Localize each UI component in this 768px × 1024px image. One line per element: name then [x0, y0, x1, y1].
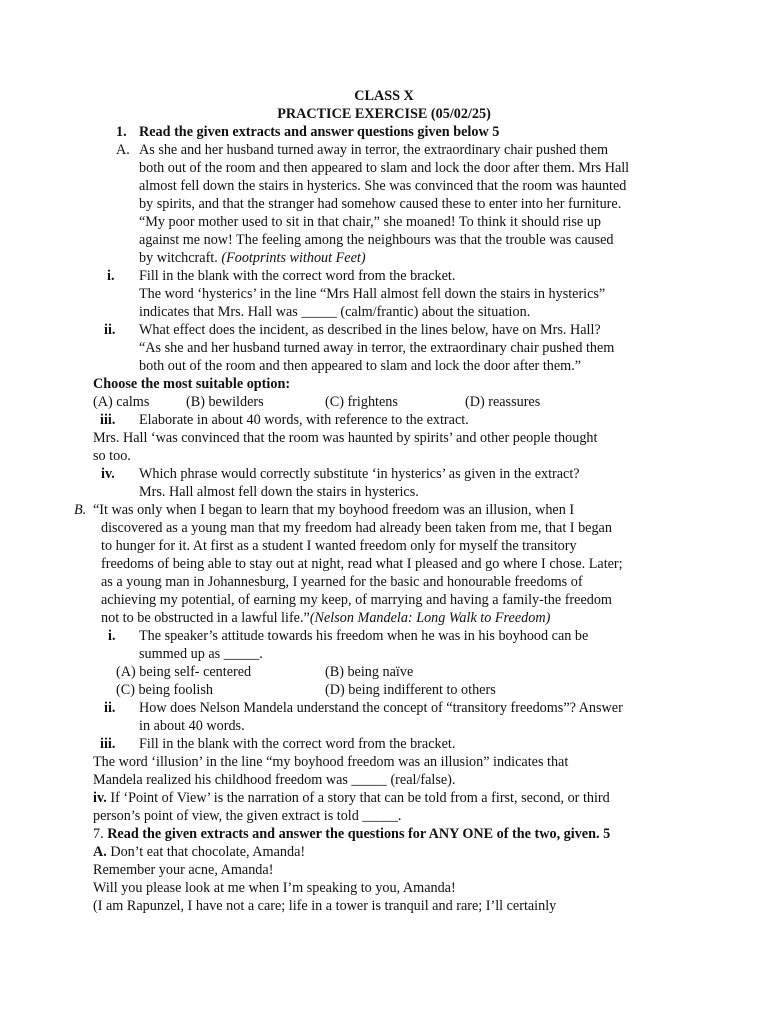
option-d: (D) being indifferent to others — [325, 682, 496, 698]
q1-a-i-text: The word ‘hysterics’ in the line “Mrs Hall almost fell down the stairs in hysterics” — [139, 286, 606, 302]
q7-a-text: Don’t eat that chocolate, Amanda! — [106, 844, 306, 860]
q1-a-iv-text: Which phrase would correctly substitute ‘in hysterics’ as given in the extract? — [139, 466, 580, 482]
q7-number: 7. — [93, 826, 104, 842]
q1-b-ii-number: ii. — [104, 700, 116, 716]
q7-a-line: Will you please look at me when I’m speaking to you, Amanda! — [93, 880, 456, 896]
q1-a-i-text: Fill in the blank with the correct word from the bracket. — [139, 268, 456, 284]
q1-b-i-number: i. — [108, 628, 116, 644]
q1-a-source: (Footprints without Feet) — [221, 250, 366, 266]
q1-b-line: achieving my potential, of earning my keep, of marrying and having a family-the freedom — [101, 592, 612, 608]
q1-a-line: against me now! The feeling among the neighbours was that the trouble was caused — [139, 232, 614, 248]
option-d: (D) reassures — [465, 394, 541, 410]
q1-a-line: “My poor mother used to sit in that chair,” she moaned! To think it should rise up — [139, 214, 601, 230]
q1-a-line: almost fell down the stairs in hysterics. She was convinced that the room was haunted — [139, 178, 627, 194]
q1-a-iii-line: so too. — [93, 448, 131, 464]
q1-b-i-text: summed up as _____. — [139, 646, 263, 662]
q1-b-iii-line: The word ‘illusion’ in the line “my boyhood freedom was an illusion” indicates that — [93, 754, 569, 770]
q1-a-line: both out of the room and then appeared to slam and lock the door after them. Mrs Hall — [139, 160, 630, 176]
q1-a-iii-text: Elaborate in about 40 words, with reference to the extract. — [139, 412, 469, 428]
q1-b-i-text: The speaker’s attitude towards his freedom when he was in his boyhood can be — [139, 628, 589, 644]
q1-b-iv — [93, 789, 610, 807]
q1-a-iii-line: Mrs. Hall ‘was convinced that the room was haunted by spirits’ and other people thought — [93, 430, 598, 446]
option-a: (A) being self- centered — [116, 664, 252, 680]
q1-b-ii-text: in about 40 words. — [139, 718, 245, 734]
q1-a-line-last — [139, 249, 366, 267]
q1-a-iv-number: iv. — [101, 466, 115, 482]
option-c: (C) frightens — [325, 394, 398, 410]
q1-a-i-number: i. — [107, 268, 115, 284]
q1-a-line: by spirits, and that the stranger had somehow caused these to enter into her furniture. — [139, 196, 622, 212]
q1-heading: Read the given extracts and answer questions given below 5 — [139, 124, 500, 140]
q1-b-line: discovered as a young man that my freedom had already been taken from me, that I began — [101, 520, 612, 536]
q1-a-ii-number: ii. — [104, 322, 116, 338]
choose-option-label: Choose the most suitable option: — [93, 376, 291, 392]
q1-b-iv-number: iv. — [93, 790, 107, 806]
q1-b-iv-text: If ‘Point of View’ is the narration of a story that can be told from a first, second, or third — [106, 790, 610, 806]
q1-b-iv-line: person’s point of view, the given extract is told _____. — [93, 808, 402, 824]
q1-b-line: to hunger for it. At first as a student I wanted freedom only for myself the transitory — [101, 538, 577, 554]
q1-a-line: As she and her husband turned away in terror, the extraordinary chair pushed them — [139, 142, 609, 158]
q1-b-line: freedoms of being able to stay out at night, read what I pleased and go where I chose. Later; — [101, 556, 623, 572]
q7-heading: Read the given extracts and answer the questions for ANY ONE of the two, given. 5 — [103, 826, 611, 842]
q7-a-line: (I am Rapunzel, I have not a care; life in a tower is tranquil and rare; I’ll certainly — [93, 898, 557, 914]
q1-b-iii-number: iii. — [100, 736, 116, 752]
q1-b-iii-text: Fill in the blank with the correct word from the bracket. — [139, 736, 456, 752]
q1-a-iii-number: iii. — [100, 412, 116, 428]
q1-b-iii-line: Mandela realized his childhood freedom was _____ (real/false). — [93, 772, 456, 788]
q1-a-ii-text: both out of the room and then appeared to slam and lock the door after them.” — [139, 358, 582, 374]
q1-b-source: (Nelson Mandela: Long Walk to Freedom) — [309, 610, 551, 626]
q7-a-label: A. — [93, 844, 107, 860]
q1-b-line: as a young man in Johannesburg, I yearned for the basic and honourable freedoms of — [101, 574, 583, 590]
option-b: (B) being naïve — [325, 664, 414, 680]
q1-a-ii-text: “As she and her husband turned away in terror, the extraordinary chair pushed them — [139, 340, 615, 356]
q1-b-label: B. — [74, 502, 87, 518]
q1-b-line: “It was only when I began to learn that my boyhood freedom was an illusion, when I — [93, 502, 575, 518]
option-a: (A) calms — [93, 394, 150, 410]
q7-a-first-line — [93, 843, 305, 861]
class-heading: CLASS X — [354, 88, 414, 104]
q1-b-ii-text: How does Nelson Mandela understand the concept of “transitory freedoms”? Answer — [139, 700, 623, 716]
q1-a-i-text: indicates that Mrs. Hall was _____ (calm/frantic) about the situation. — [139, 304, 531, 320]
q7-heading-line — [93, 825, 610, 843]
q1-a-label: A. — [116, 142, 130, 158]
q1-number: 1. — [116, 124, 127, 140]
page-title: PRACTICE EXERCISE (05/02/25) — [277, 106, 491, 122]
q1-b-line-text: not to be obstructed in a lawful life.” — [101, 610, 310, 626]
q1-a-line-text: by witchcraft. — [139, 250, 218, 266]
q7-a-line: Remember your acne, Amanda! — [93, 862, 274, 878]
option-b: (B) bewilders — [186, 394, 264, 410]
q1-b-line-last — [101, 609, 550, 627]
option-c: (C) being foolish — [116, 682, 213, 698]
q1-a-ii-text: What effect does the incident, as described in the lines below, have on Mrs. Hall? — [139, 322, 601, 338]
q1-a-iv-text: Mrs. Hall almost fell down the stairs in hysterics. — [139, 484, 419, 500]
